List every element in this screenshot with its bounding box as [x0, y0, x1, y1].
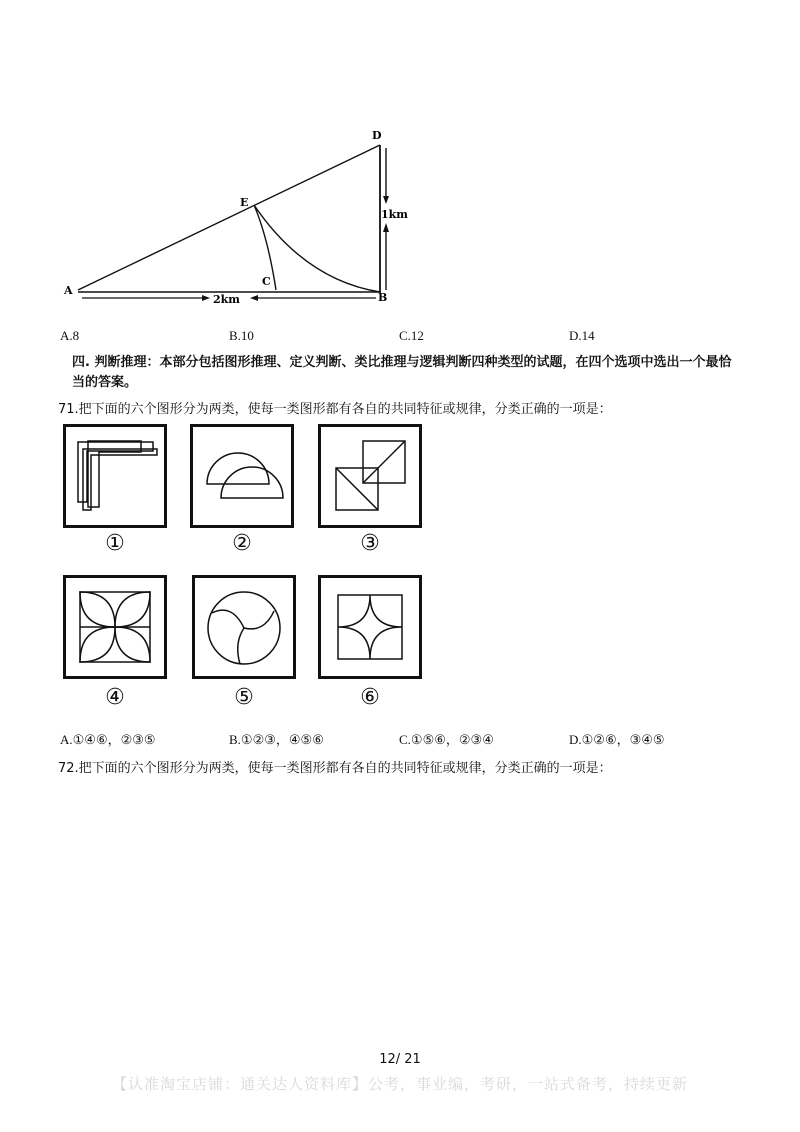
- figure-number-4: ④: [105, 685, 125, 710]
- page-number: 12/ 21: [379, 1052, 421, 1067]
- arrow-right-head: [202, 295, 210, 301]
- q70-option-a[interactable]: A.8: [60, 328, 80, 343]
- figure-5: [192, 575, 296, 679]
- q70-option-d[interactable]: D.14: [569, 328, 595, 343]
- figure-4: [63, 575, 167, 679]
- q71-question: 71.把下面的六个图形分为两类，使每一类图形都有各自的共同特征或规律，分类正确的一项是：: [58, 402, 612, 417]
- footer-watermark: 【认准淘宝店铺：通关达人资料库】公考，事业编，考研，一站式备考，持续更新: [111, 1075, 688, 1093]
- figure-6: [318, 575, 422, 679]
- arc-eb: [254, 205, 380, 292]
- figure-number-3: ③: [360, 531, 380, 556]
- figure-number-6: ⑥: [360, 685, 380, 710]
- figure-3: [318, 424, 422, 528]
- figure-2: [190, 424, 294, 528]
- label-1km: 1km: [381, 208, 408, 221]
- arrow-down-head: [383, 196, 389, 204]
- q71-option-b[interactable]: B.①②③，④⑤⑥: [229, 732, 324, 747]
- q70-option-c[interactable]: C.12: [399, 328, 424, 343]
- figure-number-5: ⑤: [234, 685, 254, 710]
- label-2km: 2km: [213, 293, 240, 306]
- label-a: A: [64, 284, 73, 297]
- arrow-left-head: [250, 295, 258, 301]
- q71-option-c[interactable]: C.①⑤⑥，②③④: [399, 732, 494, 747]
- section-heading: 四. 判断推理：本部分包括图形推理、定义判断、类比推理与逻辑判断四种类型的试题，在四个选项中选出一个最恰当的答案。: [72, 355, 732, 390]
- figure-1: [63, 424, 167, 528]
- label-c: C: [262, 275, 271, 288]
- arrow-up-head: [383, 223, 389, 232]
- line-ad: [78, 145, 380, 290]
- q71-option-a[interactable]: A.①④⑥，②③⑤: [60, 732, 156, 747]
- label-b: B: [378, 291, 388, 304]
- figure-number-1: ①: [105, 531, 125, 556]
- q70-option-b[interactable]: B.10: [229, 328, 254, 343]
- q72-question: 72.把下面的六个图形分为两类，使每一类图形都有各自的共同特征或规律，分类正确的一项是：: [58, 761, 612, 776]
- figure-number-2: ②: [232, 531, 252, 556]
- label-d: D: [372, 129, 382, 142]
- q71-option-d[interactable]: D.①②⑥，③④⑤: [569, 732, 665, 747]
- label-e: E: [240, 196, 249, 209]
- geometry-figure: [60, 118, 408, 310]
